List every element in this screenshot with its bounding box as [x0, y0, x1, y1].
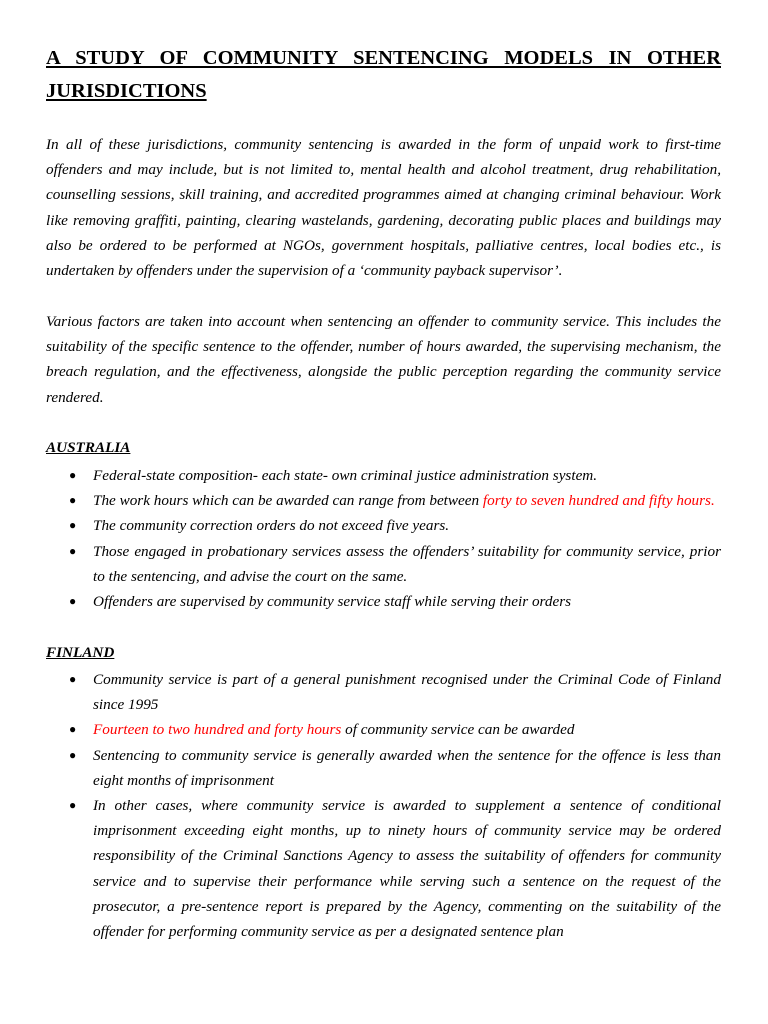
list-item: ● Sentencing to community service is generally awarded when the sentence for the offence is less than eight months of imprisonment	[46, 743, 721, 793]
highlighted-hours: forty to seven hundred and fifty hours.	[482, 492, 715, 510]
list-item: ● Federal-state composition- each state- own criminal justice administration system.	[46, 463, 721, 488]
list-item: ● Those engaged in probationary services assess the offenders’ suitability for community service, prior to the sentencing, and advise the court on the same.	[46, 539, 721, 589]
bullet-icon: ●	[69, 672, 77, 686]
list-item: ● Community service is part of a general punishment recognised under the Criminal Code of Finland since 1995	[46, 667, 721, 717]
bullet-icon: ●	[69, 747, 77, 762]
document-title: A STUDY OF COMMUNITY SENTENCING MODELS IN OTHER JURISDICTIONS	[46, 47, 721, 102]
bullet-icon: ●	[69, 798, 77, 813]
list-item: ● Offenders are supervised by community service staff while serving their orders	[46, 589, 721, 614]
bullet-icon: ●	[69, 594, 77, 609]
intro-paragraph-2: Various factors are taken into account when sentencing an offender to community service. This includes the suitability of the specific sentence to the offender, number of hours awarded, the supervising mechanism, the breach regulation, and the effectiveness, alongside the public perception regarding the community service rendered.	[46, 313, 721, 406]
intro-paragraph-1: In all of these jurisdictions, community sentencing is awarded in the form of unpaid work to first-time offenders and may include, but is not limited to, mental health and alcohol treatment, drug rehabilitation, counselling sessions, skill training, and accredited programmes aimed at changing criminal behaviour. Work like removing graffiti, painting, clearing wastelands, gardening, decorating public places and buildings may also be ordered to be performed at NGOs, government hospitals, palliative centres, local bodies etc., is undertaken by offenders under the supervision of a ‘community payback supervisor’.	[46, 136, 721, 280]
list-item: ● The work hours which can be awarded can range from between forty to seven hundred and fifty hours.	[46, 488, 721, 513]
bullet-icon: ●	[69, 543, 77, 558]
bullet-icon: ●	[69, 722, 77, 737]
section-heading-australia: AUSTRALIA	[46, 439, 131, 456]
bullet-icon: ●	[69, 493, 77, 508]
list-item: ● Fourteen to two hundred and forty hours of community service can be awarded	[46, 717, 721, 742]
finland-bullet-list	[46, 667, 721, 944]
section-heading-finland: FINLAND	[46, 644, 115, 661]
bullet-icon: ●	[69, 468, 77, 482]
list-item: ● In other cases, where community service is awarded to supplement a sentence of conditional imprisonment exceeding eight months, up to ninety hours of community service may be ordered responsibility of the Criminal Sanctions Agency to assess the suitability of offenders for community service and to supervise their performance while serving such a sentence on the request of the prosecutor, a pre-sentence report is prepared by the Agency, commenting on the suitability of the offender for performing community service as per a designated sentence plan	[46, 793, 721, 944]
australia-bullet-list	[46, 463, 721, 614]
list-item: ● The community correction orders do not exceed five years.	[46, 513, 721, 538]
highlighted-hours: Fourteen to two hundred and forty hours	[93, 721, 342, 739]
bullet-icon: ●	[69, 518, 77, 533]
